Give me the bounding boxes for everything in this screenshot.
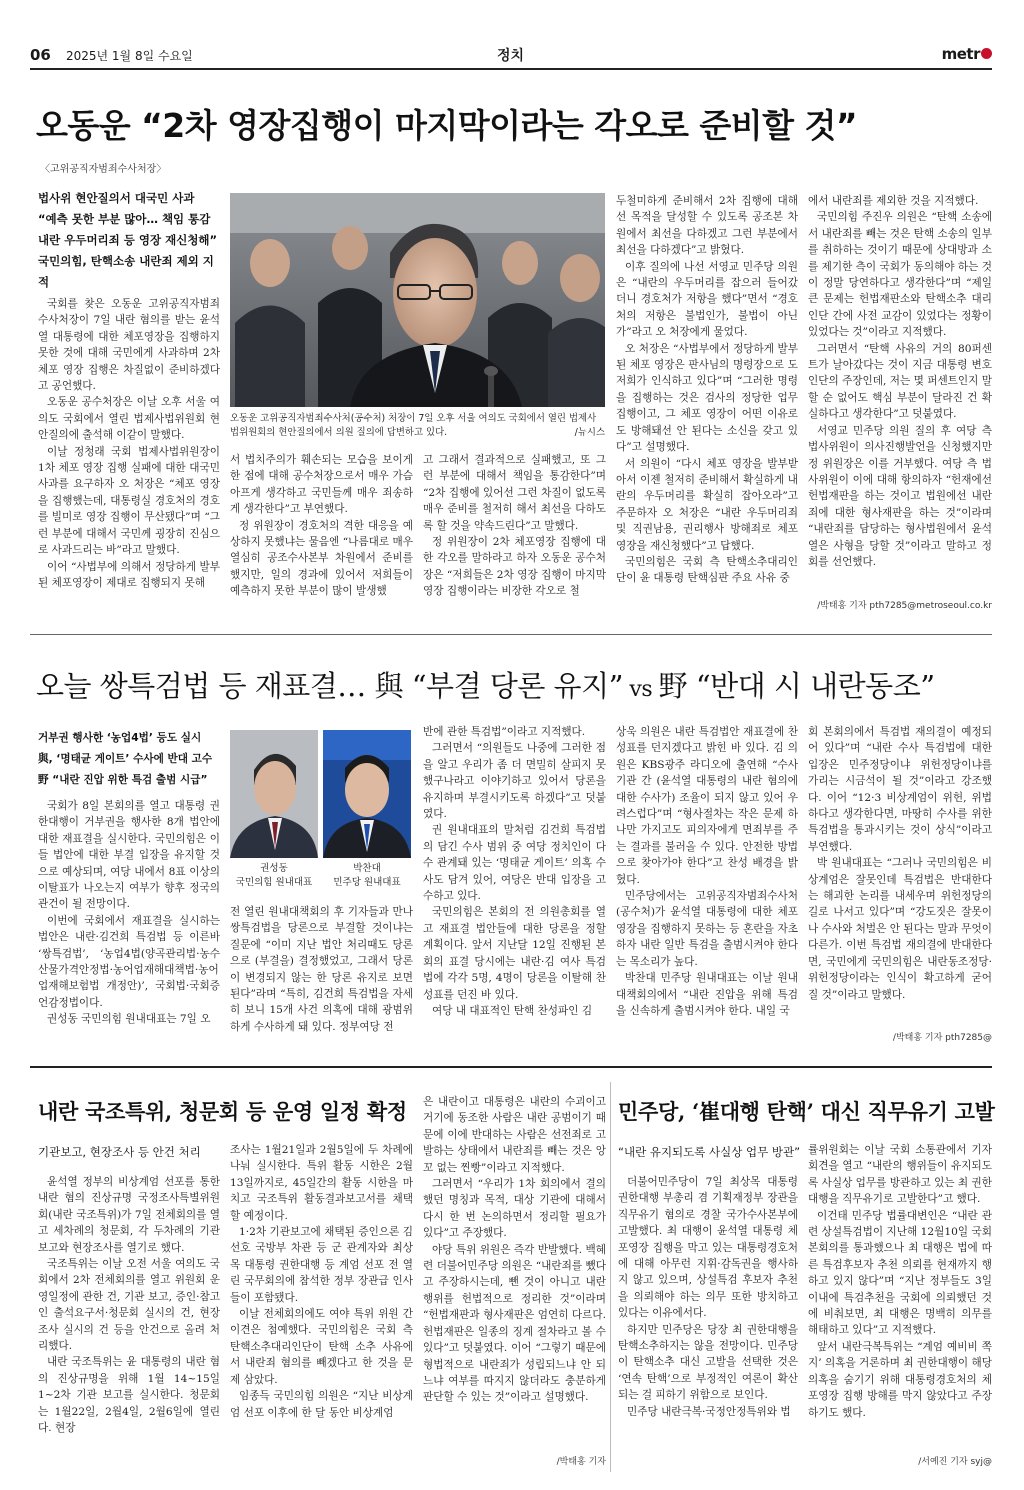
paragraph: 박찬대 민주당 원내대표는 이날 원내대책회의에서 “내란 진압을 위해 특검을 신속하게 출범시켜야 한다. 내일 국 bbox=[616, 972, 798, 1017]
paragraph: 앞서 내란극복특위는 “계엄 예비비 쪽지’ 의혹을 거론하며 최 권한대행이 해당 의혹을 숨기기 위해 대통령경호처의 체포영장 집행 방해를 막지 않았다고 주장하기도 했다. bbox=[808, 1340, 992, 1419]
person-title: 민주당 원내대표 bbox=[333, 877, 401, 888]
article3-col2 bbox=[230, 1142, 413, 1466]
paragraph: 에서 내란죄를 제외한 것을 지적했다. bbox=[808, 195, 979, 207]
paragraph: 이어 “사법부에 의해서 정당하게 발부된 체포영장이 제대로 집행되지 못해 bbox=[38, 560, 220, 589]
paragraph: 국민의힘은 국회 측 탄핵소추대리인단이 윤 대통령 탄핵심판 주요 사유 중 bbox=[616, 555, 798, 585]
portrait-park-image bbox=[323, 730, 411, 858]
paragraph: 내란 국조특위는 윤 대통령의 내란 혐의 진상규명을 위해 1월 14~15일 1~2차 기관 보고를 실시한다. 청문회는 1월22일, 2월4일, 2월6일에 열린다. 현장 bbox=[38, 1356, 220, 1435]
page-number: 06 bbox=[30, 46, 51, 64]
article1-headline: 오동운 “2차 영장집행이 마지막이라는 각오로 준비할 것” bbox=[36, 106, 858, 145]
article-divider bbox=[30, 1066, 992, 1068]
article4-byline: /서예진 기자 syj@ bbox=[918, 1457, 992, 1467]
paragraph: 정 위원장이 2차 체포영장 집행에 대한 각오를 말하라고 하자 오동운 공수처장은 “저희들은 2차 영장 집행이 마지막 영장 집행이라는 비장한 각오로 철 bbox=[423, 536, 606, 598]
paragraph: 그러면서 “탄핵 사유의 거의 80퍼센트가 날아갔다는 것이 지금 대통령 변호인단의 주장인데, 저는 몇 퍼센트인지 말할 순 없어도 핵심 부분이 달라진 건 확실하다고 생각한다”고 덧붙였다. bbox=[808, 342, 992, 421]
article1-byline: /박태홍 기자 pth7285@metroseoul.co.kr bbox=[817, 601, 992, 611]
paragraph: 서 법치주의가 훼손되는 모습을 보이게 한 점에 대해 공수처장으로서 매우 가슴 아프게 생각하고 국민들께 매우 죄송하게 생각한다”고 부연했다. bbox=[230, 454, 413, 516]
paragraph: 회 본회의에서 특검법 재의결이 예정되어 있다”며 “내란 수사 특검법에 대한 입장은 민주정당이냐 위헌정당이냐를 가리는 시금석이 될 것”이라고 강조했다. 이어 “12·3 비상계엄이 위헌, 위법하다고 생각한다면, 마땅히 수사를 위한 특검법을 통과시키는 것이 상식”이라고 부연했다. bbox=[808, 726, 992, 853]
deck-line: “예측 못한 부분 많아… 책임 통감 bbox=[38, 212, 211, 226]
paragraph: 권성동 국민의힘 원내대표는 7일 오 bbox=[47, 1013, 211, 1026]
caption-text: 오동운 고위공직자범죄수사처(공수처) 처장이 7일 오후 서울 여의도 국회에서 열린 법제사법위원회의 현안질의에서 의원 질의에 답변하고 있다. bbox=[230, 413, 597, 438]
paragraph: 전 열린 원내대책회의 후 기자들과 만나 쌍특검법을 당론으로 부결할 것이냐는 질문에 “이미 지난 법안 처리때도 당론으로 (부결을) 결정했었고, 그래서 당론이 변경되지 않는 한 당론 유지로 보면된다”라며 “특히, 김건희 특검법을 자세히 보니 15개 사건 의혹에 대해 광범위하게 수사하게 돼 있다. 정부여당 전 bbox=[230, 906, 413, 1033]
article-divider bbox=[30, 634, 992, 635]
article1-photo bbox=[230, 193, 605, 407]
paragraph: 1·2차 기관보고에 채택된 증인으론 김선호 국방부 차관 등 군 관계자와 최상목 대통령 권한대행 등 계엄 선포 전 열린 국무회의에 참석한 정부 장관급 인사들이 포함됐다. bbox=[230, 1226, 413, 1304]
paragraph: 윤석열 정부의 비상계엄 선포를 통한 내란 혐의 진상규명 국정조사특별위원회(내란 국조특위)가 7일 전체회의를 열고 세차례의 청문회, 각 두차례의 기관보고와 현장조사를 열기로 했다. bbox=[38, 1176, 220, 1254]
portrait-kwon bbox=[230, 730, 318, 858]
paragraph: 여당 내 대표적인 탄핵 찬성파인 김 bbox=[432, 1004, 593, 1017]
paragraph: 두철미하게 준비해서 2차 집행에 대해선 목적을 달성할 수 있도록 공조본 차원에서 최선을 다하겠고 그런 부분에서 최선을 다하겠다”고 밝혔다. bbox=[616, 195, 798, 257]
portrait-park-caption bbox=[318, 862, 416, 890]
paragraph: 민주당 내란극복·국정안정특위와 법 bbox=[627, 1405, 791, 1418]
portrait-kwon-image bbox=[230, 730, 318, 858]
page-header bbox=[30, 45, 193, 64]
paragraph: 은 내란이고 대통령은 내란의 수괴이고 거기에 동조한 사람은 내란 공범이기 때문에 이에 반대하는 사람은 선전죄로 고발하는 상태에서 내란죄를 빼는 것은 앙꼬 없는 찐빵”이라고 지적했다. bbox=[423, 1096, 606, 1174]
article2-col3 bbox=[423, 724, 606, 1044]
paragraph: 야당 특위 위원은 즉각 반발했다. 백혜련 더불어민주당 의원은 “내란죄를 뺐다고 주장하시는데, 뺀 것이 아니고 내란 행위를 헌법적으로 정리한 것”이라며 “헌법재판과 형사재판은 엄연히 다르다. 헌법재판은 일종의 징계 절차라고 볼 수 있다”고 덧붙였다. 이어 “그렇기 때문에 형법적으로 내란죄가 성립되느냐 안 되느냐 여부를 따지지 않더라도 충분하게 판단할 수 있는 것”이라고 설명했다. bbox=[423, 1243, 606, 1404]
paragraph: 국조특위는 이날 오전 서울 여의도 국회에서 2차 전체회의를 열고 위원회 운영일정에 관한 건, 기관 보고, 증인·참고인 출석요구서·청문회 실시의 건, 현장조사 실시의 건 등을 안건으로 올려 처리했다. bbox=[38, 1258, 220, 1353]
paragraph: 하지만 민주당은 당장 최 권한대행을 탄핵소추하지는 않을 전망이다. 민주당이 탄핵소추 대신 고발을 선택한 것은 ‘연속 탄핵’으로 부정적인 여론이 확산되는 걸 피하기 위함으로 보인다. bbox=[618, 1323, 798, 1402]
person-name: 박찬대 bbox=[353, 863, 381, 874]
article4-col2 bbox=[808, 1142, 992, 1450]
article4-headline: 민주당, ‘崔대행 탄핵’ 대신 직무유기 고발 bbox=[618, 1099, 995, 1124]
paragraph: 반에 관한 특검법”이라고 지적했다. bbox=[423, 726, 586, 738]
photo-credit: /뉴시스 bbox=[574, 427, 605, 438]
hearing-photo-image bbox=[230, 193, 605, 407]
paragraph: 이후 질의에 나선 서영교 민주당 의원은 “내란의 우두머리를 잡으러 들어갔더니 경호처가 저항을 했다”면서 “경호처의 저항은 불법인가, 불법이 아닌가”라고 오 처장에게 물었다. bbox=[616, 260, 798, 339]
paragraph: 국회가 8일 본회의를 열고 대통령 권한대행이 거부권을 행사한 8개 법안에 대한 재표결을 실시한다. 국민의힘은 이들 법안에 대한 부결 입장을 유지할 것으로 예상되며, 여당 내에서 8표 이상의 이탈표가 나오는지 여부가 향후 정국의 관건이 될 전망이다. bbox=[38, 800, 220, 911]
article3-deck: 기관보고, 현장조사 등 안건 처리 bbox=[38, 1145, 201, 1159]
logo-dot-icon bbox=[981, 48, 992, 59]
issue-date: 2025년 1월 8일 수요일 bbox=[65, 49, 193, 63]
article4-col1 bbox=[618, 1174, 798, 1466]
deck-line: 법사위 현안질의서 대국민 사과 bbox=[38, 191, 195, 205]
headline-part-b: 野 “반대 시 내란동조” bbox=[658, 669, 935, 703]
paragraph: 조사는 1월21일과 2월5일에 두 차례에 나눠 실시한다. 특위 활동 시한은 2월 13일까지로, 45일간의 활동 시한을 마치고 국조특위 활동결과보고서를 채택할 예정이다. bbox=[230, 1144, 413, 1222]
article1-col5 bbox=[808, 193, 992, 591]
metro-logo bbox=[942, 45, 992, 63]
paragraph: 임종득 국민의힘 의원은 “지난 비상계엄 선포 이후에 한 달 동안 비상계엄 bbox=[230, 1390, 413, 1419]
paragraph: 상욱 의원은 내란 특검법안 재표결에 찬성표를 던지겠다고 밝힌 바 있다. 김 의원은 KBS광주 라디오에 출연해 “수사기관 간 (윤석열 대통령의 내란 혐의에 대한 수사가) 조율이 되지 않고 있어 우려스럽다”며 “형사절차는 작은 문제 하나만 가지고도 피의자에게 면죄부를 주는 결과를 불러올 수 있다. 안전한 방법으로 찾아가야 한다”고 찬성 배경을 밝혔다. bbox=[616, 726, 798, 886]
article3-col3 bbox=[423, 1094, 606, 1450]
article3-byline: /박태홍 기자 bbox=[556, 1457, 606, 1467]
paragraph: 률위원회는 이날 국회 소통관에서 기자회견을 열고 “내란의 행위들이 유지되도록 사실상 업무를 방관하고 있는 최 권한대행을 직무유기로 고발한다”고 했다. bbox=[808, 1144, 992, 1206]
article1-photo-caption bbox=[230, 412, 605, 440]
column-divider bbox=[610, 1082, 611, 1472]
paragraph: 이날 전체회의에도 여야 특위 위원 간 이견은 첨예했다. 국민의힘은 국회 측 탄핵소추대리인단이 탄핵 소추 사유에서 내란죄 혐의를 빼겠다고 한 것을 문제 삼았다. bbox=[230, 1308, 413, 1386]
paragraph: 그러면서 “의원들도 나중에 그러한 점을 알고 우리가 좀 더 면밀히 살피지 못했구나라고 이야기하고 있어서 당론을 유지하며 부결시키도록 하겠다”고 덧붙였다. bbox=[423, 742, 606, 821]
portrait-park bbox=[323, 730, 411, 858]
header-rule bbox=[30, 68, 992, 70]
article2-col1 bbox=[38, 798, 220, 1044]
article2-byline: /박태홍 기자 pth7285@ bbox=[892, 1033, 992, 1043]
deck-line: 거부권 행사한 ‘농업4법’ 등도 실시 bbox=[38, 732, 202, 744]
paragraph: 권 원내대표의 말처럼 김건희 특검법의 담긴 수사 범위 중 여당 정치인이 다수 관계돼 있는 ‘명태균 게이트’ 의혹 수사도 담겨 있어, 여당은 반대 입장을 고수하고 있다. bbox=[423, 824, 606, 903]
paragraph: 오 처장은 “사법부에서 정당하게 발부된 체포 영장은 판사님의 명령장으로 도 저희가 인식하고 있다”며 “그러한 명령을 집행하는 것은 검사의 정당한 업무 집행이고, 그 체포 영장이 어떤 이유로도 방해돼선 안 된다는 소신을 갖고 있다”고 설명했다. bbox=[616, 342, 798, 454]
paragraph: 서 의원이 “다시 체포 영장을 발부받아서 이젠 철저히 준비해서 확실하게 내란의 우두머리를 확실히 잡아오라”고 주문하자 오 처장은 “내란 우두머리죄 및 직권남용, 권리행사 방해죄로 체포 영장을 재신청했다”고 답했다. bbox=[616, 457, 798, 552]
paragraph: 오동운 공수처장은 이날 오후 서울 여의도 국회에서 열린 법제사법위원회 현안질의에 출석해 이같이 말했다. bbox=[38, 396, 220, 442]
deck-line: 與, ‘명태균 게이트’ 수사에 반대 고수 bbox=[38, 753, 213, 765]
article3-col1 bbox=[38, 1174, 220, 1466]
paragraph: 국민의힘은 본회의 전 의원총회를 열고 재표결 법안들에 대한 당론을 정할 계획이다. 앞서 지난달 12일 진행된 본회의 표결 당시에는 내란·김 여사 특검법에 각각 5명, 4명이 당론을 이탈해 찬성표를 던진 바 있다. bbox=[423, 906, 606, 1001]
article2-col5 bbox=[808, 724, 992, 1026]
article1-col2 bbox=[230, 452, 413, 614]
deck-line: 내란 우두머리죄 등 영장 재신청해” bbox=[38, 233, 218, 247]
article2-col2 bbox=[230, 904, 413, 1044]
article1-col4 bbox=[616, 193, 798, 614]
article2-deck bbox=[38, 728, 228, 791]
paragraph: 국회를 찾은 오동운 고위공직자범죄수사처장이 7일 내란 혐의를 받는 윤석열 대통령에 대한 체포영장을 집행하지 못한 것에 대해 국민에게 사과하며 2차 체포 영장 집행은 차질없이 준비하겠다고 공언했다. bbox=[38, 298, 220, 393]
deck-line: 野 “내란 진압 위한 특검 출범 시급” bbox=[38, 774, 208, 786]
article1-col3 bbox=[423, 452, 606, 614]
paragraph: 더불어민주당이 7일 최상목 대통령 권한대행 부총리 겸 기획재정부 장관을 직무유기 혐의로 경찰 국가수사본부에 고발했다. 최 대행이 윤석열 대통령 체포영장 집행을 막고 있는 대통령경호처에 대해 아무런 지휘·감독권을 행사하지 않고 있으며, 상설특검 후보자 추천을 의뢰해야 하는 의무 또한 방치하고 있다는 이유에서다. bbox=[618, 1176, 798, 1320]
paragraph: 이건태 민주당 법률대변인은 “내란 관련 상설특검법이 지난해 12월10일 국회 본회의를 통과했으나 최 대행은 법에 따른 특검후보자 추천 의뢰를 현재까지 행하고 있지 않다”며 “지난 정부들도 3일 이내에 특검추천을 국회에 의뢰했던 것에 비춰보면, 최 대행은 명백히 의무를 해태하고 있다”고 지적했다. bbox=[808, 1209, 992, 1337]
section-name: 정치 bbox=[497, 48, 525, 64]
article1-tag: 〈고위공직자범죄수사처장〉 bbox=[40, 164, 167, 175]
article4-deck: “내란 유지되도록 사실상 업무 방관” bbox=[618, 1145, 801, 1159]
headline-vs: vs bbox=[622, 677, 659, 702]
paragraph: 정 위원장이 경호처의 격한 대응을 예상하지 못했냐는 물음엔 “나름대로 매우 열심히 공조수사본부 차원에서 준비를 했지만, 일의 경과에 있어서 저희들이 예측하지 못한 부분이 많이 발생했 bbox=[230, 519, 413, 598]
article1-col1 bbox=[38, 296, 220, 612]
paragraph: 이날 정청래 국회 법제사법위원장이 1차 체포 영장 집행 실패에 대한 대국민 사과를 요구하자 오 처장은 “체포 영장을 집행했는데, 대통령실 경호처의 경호를 빌미로 영장 집행이 무산됐다”며 “그런 부분에 대해서 국민께 굉장히 진심으로 사과드리는 바”라고 말했다. bbox=[38, 445, 220, 557]
person-title: 국민의힘 원내대표 bbox=[235, 877, 313, 888]
article1-deck bbox=[38, 188, 223, 293]
logo-text: metr bbox=[941, 45, 980, 63]
portrait-kwon-caption bbox=[225, 862, 323, 890]
paragraph: 그러면서 “우리가 1차 회의에서 결의했던 명칭과 목적, 대상 기관에 대해서 다시 한 번 논의하면서 정리할 필요가 있다”고 주장했다. bbox=[423, 1178, 606, 1240]
paragraph: 서영교 민주당 의원 질의 후 여당 측 법사위원이 의사진행발언을 신청했지만 정 위원장은 이를 거부했다. 여당 측 법사위원이 이에 대해 항의하자 “헌재에선 헌법재판을 하는 것이고 법원에선 내란죄에 대한 형사재판을 하는 것”이라며 “내란죄를 담당하는 형사법원에서 윤석열은 사형을 당할 것”이라고 말하고 정회를 선언했다. bbox=[808, 424, 992, 568]
article2-col4 bbox=[616, 724, 798, 1044]
deck-line: 국민의힘, 탄핵소송 내란죄 제외 지적 bbox=[38, 254, 214, 289]
paragraph: 이번에 국회에서 재표결을 실시하는 법안은 내란·김건희 특검법 등 이른바 ‘쌍특검법’, ‘농업4법(양곡관리법·농수산물가격안정법·농어업재해대책법·농어업재해보험법 개정안)’, 국회법·국회증언감정법이다. bbox=[38, 914, 220, 1009]
headline-part-a: 오늘 쌍특검법 등 재표결… 與 “부결 당론 유지” bbox=[36, 669, 623, 703]
person-name: 권성동 bbox=[260, 863, 288, 874]
paragraph: 국민의힘 주진우 의원은 “탄핵 소송에서 내란죄를 빼는 것은 탄핵 소송의 일부를 취하하는 것이기 때문에 상대방과 소를 제기한 측이 국회가 동의해야 하는 것이 정말 당연하다고 생각한다”며 “제일 큰 문제는 헌법재판소와 탄핵소추 대리인단 간에 사전 교감이 있었다는 정황이 있었다는 것”이라고 지적했다. bbox=[808, 211, 992, 339]
article2-headline bbox=[36, 664, 935, 705]
paragraph: 민주당에서는 고위공직자범죄수사처(공수처)가 윤석열 대통령에 대한 체포영장을 집행하지 못하는 등 혼란을 자초하자 내란 일반 특검을 출범시켜야 한다는 목소리가 높다. bbox=[616, 890, 798, 968]
paragraph: 박 원내대표는 “그러나 국민의힘은 비상계엄은 잘못인데 특검법은 반대한다는 해괴한 논리를 내세우며 위헌정당의 길로 나서고 있다”며 “강도짓은 잘못이나 수사와 처벌은 안 된다는 말과 무엇이 다른가. 이번 특검법 재의결에 반대한다면, 국민에게 국민의힘은 내란동조정당·위헌정당이라는 인식이 확고하게 굳어질 것”이라고 말했다. bbox=[808, 857, 992, 1001]
paragraph: 고 그래서 결과적으로 실패했고, 또 그런 부분에 대해서 책임을 통감한다”며 “2차 집행에 있어선 그런 차질이 없도록 매우 준비를 철저히 해서 최선을 다하도록 할 것을 약속드린다”고 말했다. bbox=[423, 454, 606, 532]
article3-headline: 내란 국조특위, 청문회 등 운영 일정 확정 bbox=[38, 1099, 407, 1124]
